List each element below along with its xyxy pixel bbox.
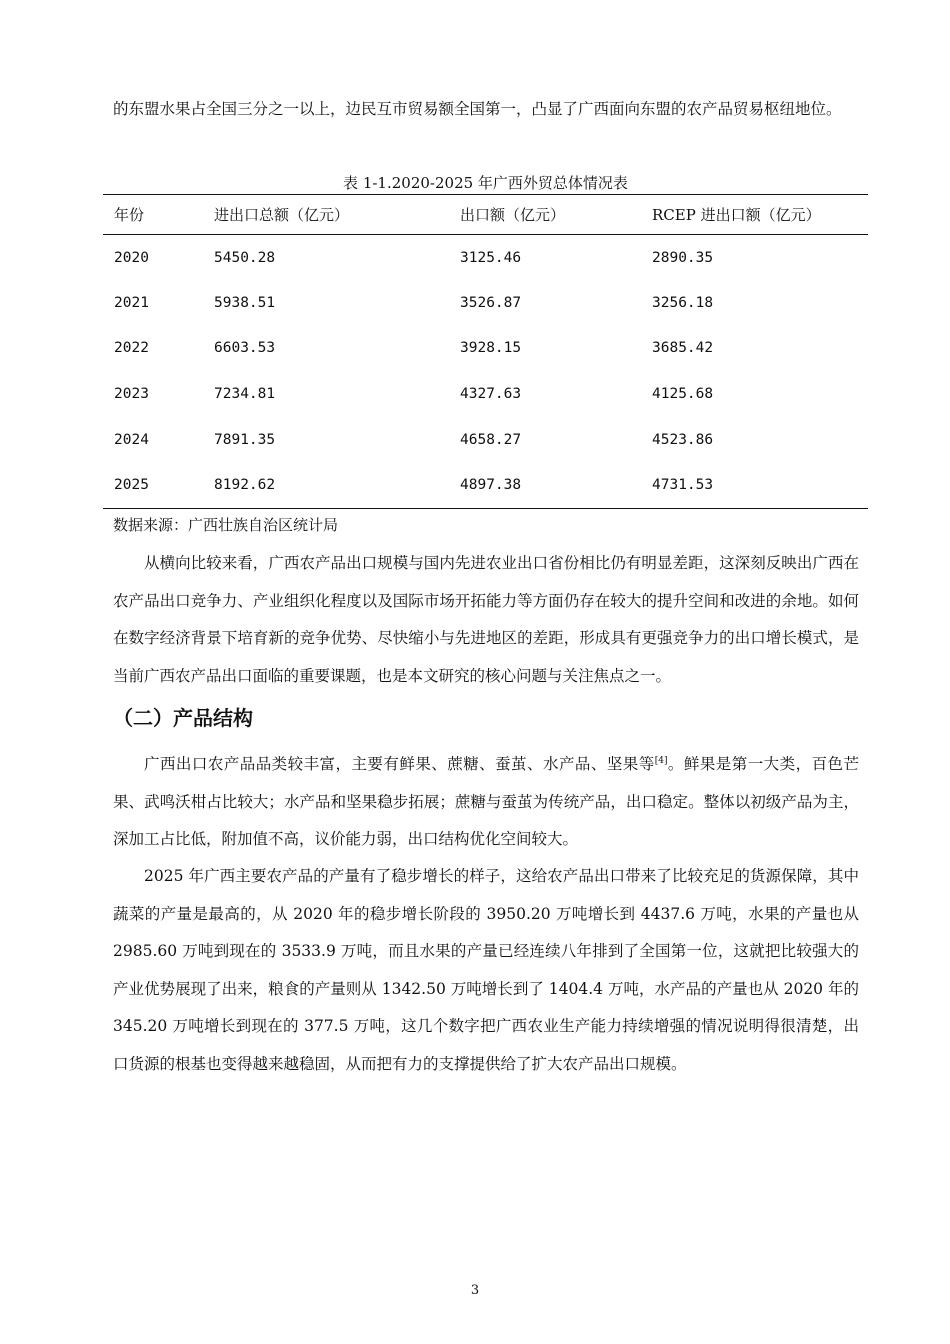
cell-year: 2022 xyxy=(114,340,149,357)
cell-year: 2020 xyxy=(114,249,149,266)
cell-year: 2023 xyxy=(114,386,149,403)
table-row xyxy=(103,235,868,281)
cell-export: 3526.87 xyxy=(460,294,522,311)
table-row xyxy=(103,280,868,326)
cell-export: 4327.63 xyxy=(460,386,522,403)
cell-total: 7891.35 xyxy=(214,431,276,448)
cell-export: 3928.15 xyxy=(460,340,522,357)
cell-total: 5450.28 xyxy=(214,249,276,266)
cell-year: 2021 xyxy=(114,294,149,311)
header-total: 进出口总额（亿元） xyxy=(203,195,449,235)
paragraph-production: 2025 年广西主要农产品的产量有了稳步增长的样子，这给农产品出口带来了比较充足的货源保障，其中蔬菜的产量是最高的，从 2020 年的稳步增长阶段的 3950.20 万吨增长到 4437.6 万吨，水果的产量也从 2985.60 万吨到现在的 3533.9 万吨，而且水果的产量已经连续八年排到了全国第一位，这就把比较强大的产业优势展现了出来，粮食的产量则从 1342.50 万吨增长到了 1404.4 万吨，水产品的产量也从 2020 年的 345.20 万吨增长到现在的 377.5 万吨，这几个数字把广西农业生产能力持续增强的情况说明得很清楚，出口货源的根基也变得越来越稳固，从而把有力的支撑提供给了扩大农产品出口规模。 xyxy=(113,867,859,1073)
cell-export: 3125.46 xyxy=(460,249,522,266)
table-header-row xyxy=(103,195,868,235)
header-export: 出口额（亿元） xyxy=(449,195,641,235)
cell-rcep: 4731.53 xyxy=(641,462,868,508)
cell-rcep: 2890.35 xyxy=(652,249,714,266)
cell-rcep: 3685.42 xyxy=(652,340,714,357)
paragraph-comparison: 从横向比较来看，广西农产品出口规模与国内先进农业出口省份相比仍有明显差距，这深刻反映出广西在农产品出口竞争力、产业组织化程度以及国际市场开拓能力等方面仍存在较大的提升空间和改进的余地。如何在数字经济背景下培育新的竞争优势、尽快缩小与先进地区的差距，形成具有更强竞争力的出口增长模式，是当前广西农产品出口面临的重要课题，也是本文研究的核心问题与关注焦点之一。 xyxy=(113,554,859,685)
header-rcep: RCEP 进出口额（亿元） xyxy=(641,195,868,235)
section-heading: （二）产品结构 xyxy=(113,706,253,730)
paragraph-text: 。鲜果是第一大类，百色芒果、武鸣沃柑占比较大；水产品和坚果稳步拓展；蔗糖与蚕茧为传统产品，出口稳定。整体以初级产品为主，深加工占比低，附加值不高，议价能力弱，出口结构优化空间较大。 xyxy=(113,755,859,848)
table-row xyxy=(103,462,868,508)
citation-link[interactable]: [4] xyxy=(654,755,668,766)
intro-paragraph: 的东盟水果占全国三分之一以上，边民互市贸易额全国第一，凸显了广西面向东盟的农产品贸易枢纽地位。 xyxy=(113,100,842,118)
trade-table xyxy=(103,194,868,509)
cell-export: 4658.27 xyxy=(460,431,522,448)
table-row xyxy=(103,371,868,417)
cell-total: 8192.62 xyxy=(203,462,449,508)
cell-rcep: 4523.86 xyxy=(652,431,714,448)
cell-year: 2025 xyxy=(103,462,203,508)
cell-total: 5938.51 xyxy=(214,294,276,311)
cell-rcep: 3256.18 xyxy=(652,294,714,311)
cell-export: 4897.38 xyxy=(449,462,641,508)
cell-year: 2024 xyxy=(114,431,149,448)
table-row xyxy=(103,326,868,372)
cell-total: 7234.81 xyxy=(214,386,276,403)
data-source-note: 数据来源：广西壮族自治区统计局 xyxy=(113,516,339,534)
page-number: 3 xyxy=(470,1283,480,1298)
cell-rcep: 4125.68 xyxy=(652,386,714,403)
paragraph-text: 广西出口农产品品类较丰富，主要有鲜果、蔗糖、蚕茧、水产品、坚果等 xyxy=(144,755,655,773)
paragraph-product-structure xyxy=(113,746,859,859)
table-caption: 表 1-1.2020-2025 年广西外贸总体情况表 xyxy=(343,174,628,192)
header-year: 年份 xyxy=(103,195,203,235)
cell-total: 6603.53 xyxy=(214,340,276,357)
table-row xyxy=(103,417,868,463)
